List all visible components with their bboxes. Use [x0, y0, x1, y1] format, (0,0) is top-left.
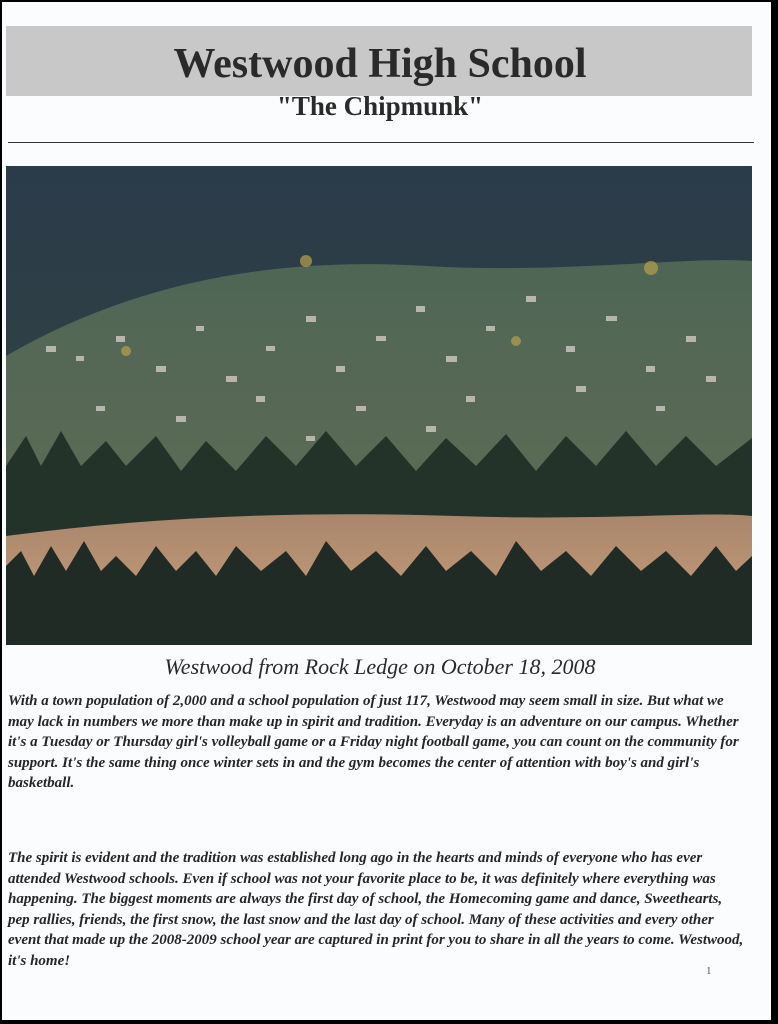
- photo-caption: Westwood from Rock Ledge on October 18, 2008: [164, 654, 596, 679]
- spirit-paragraph: The spirit is evident and the tradition was established long ago in the hearts and minds of everyone who has ever attended Westwood schools. Even if school was not your favorite place to be, it was definitely where everything was happening. The biggest moments are always the first day of school, the Homecoming game and dance, Sweethearts, pep rallies, friends, the first snow, the last snow and the last day of school. Many of these activities and every other event that made up the 2008-2009 school year are captured in print for you to share in all the years to come. Westwood, it's home!: [8, 850, 744, 969]
- yearbook-page: [2, 2, 771, 1020]
- intro-paragraph: With a town population of 2,000 and a school population of just 117, Westwood may seem small in size. But what we may lack in numbers we more than make up in spirit and tradition. Everyday is an adventure on our campus. Whether it's a Tuesday or Thursday girl's volleyball game or a Friday night football game, you can count on the community for support. It's the same thing once winter sets in and the gym becomes the center of attention with boy's and girl's basketball.: [8, 693, 739, 791]
- town-landscape-image: [6, 166, 752, 645]
- page-number: 1: [706, 965, 712, 977]
- page-title: Westwood High School: [173, 41, 587, 87]
- divider: [8, 142, 754, 143]
- page-subtitle: "The Chipmunk": [276, 91, 484, 121]
- town-photo: [6, 166, 752, 645]
